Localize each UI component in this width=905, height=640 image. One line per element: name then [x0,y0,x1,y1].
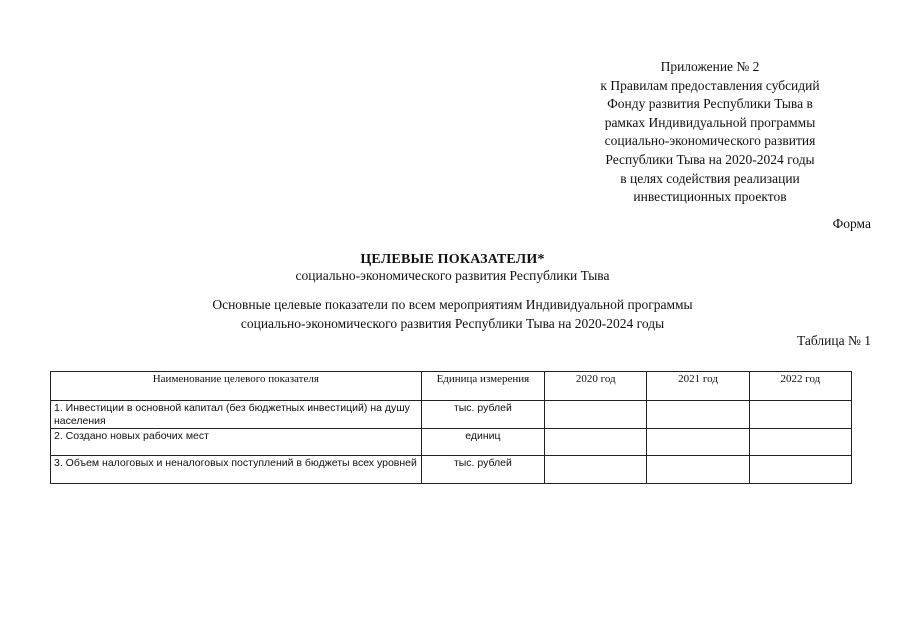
description-line: социально-экономического развития Республики Тыва на 2020-2024 годы [240,316,665,331]
appendix-line: социально-экономического развития [604,133,816,149]
cell-unit: тыс. рублей [421,456,545,484]
header-2021: 2021 год [647,372,749,401]
cell-indicator-name: 2. Создано новых рабочих мест [51,429,422,456]
description-line: Основные целевые показатели по всем мероприятиям Индивидуальной программы [212,297,693,312]
table-label: Таблица № 1 [797,333,871,348]
cell-indicator-name: 3. Объем налоговых и неналоговых поступлений в бюджеты всех уровней [51,456,422,484]
form-label: Форма [832,216,871,231]
appendix-line: Приложение № 2 [660,59,760,74]
header-unit: Единица измерения [421,372,545,401]
appendix-block [560,58,860,207]
cell-2021[interactable] [647,401,749,429]
table-row [51,401,852,429]
header-2022: 2022 год [749,372,851,401]
cell-2021[interactable] [647,456,749,484]
appendix-line: к Правилам предоставления субсидий [600,77,820,93]
cell-2020[interactable] [545,429,647,456]
cell-unit: тыс. рублей [421,401,545,429]
cell-2020[interactable] [545,456,647,484]
header-2020: 2020 год [545,372,647,401]
appendix-line: Республики Тыва на 2020-2024 годы [605,151,815,167]
cell-indicator-name: 1. Инвестиции в основной капитал (без бюджетных инвестиций) на душу населения [51,401,422,429]
cell-unit: единиц [421,429,545,456]
table-row [51,456,852,484]
cell-2022[interactable] [749,456,851,484]
cell-2021[interactable] [647,429,749,456]
indicators-table [50,371,852,484]
appendix-line: Фонду развития Республики Тыва в [607,96,813,112]
description [0,295,905,333]
cell-2022[interactable] [749,401,851,429]
appendix-line: рамках Индивидуальной программы [604,114,816,130]
document-title: ЦЕЛЕВЫЕ ПОКАЗАТЕЛИ* [360,252,545,267]
table-header-row [51,372,852,401]
document-subtitle: социально-экономического развития Республики Тыва [295,268,610,283]
appendix-line: инвестиционных проектов [633,189,787,205]
header-name: Наименование целевого показателя [51,372,422,401]
cell-2020[interactable] [545,401,647,429]
cell-2022[interactable] [749,429,851,456]
table-row [51,429,852,456]
appendix-line: в целях содействия реализации [620,170,800,186]
